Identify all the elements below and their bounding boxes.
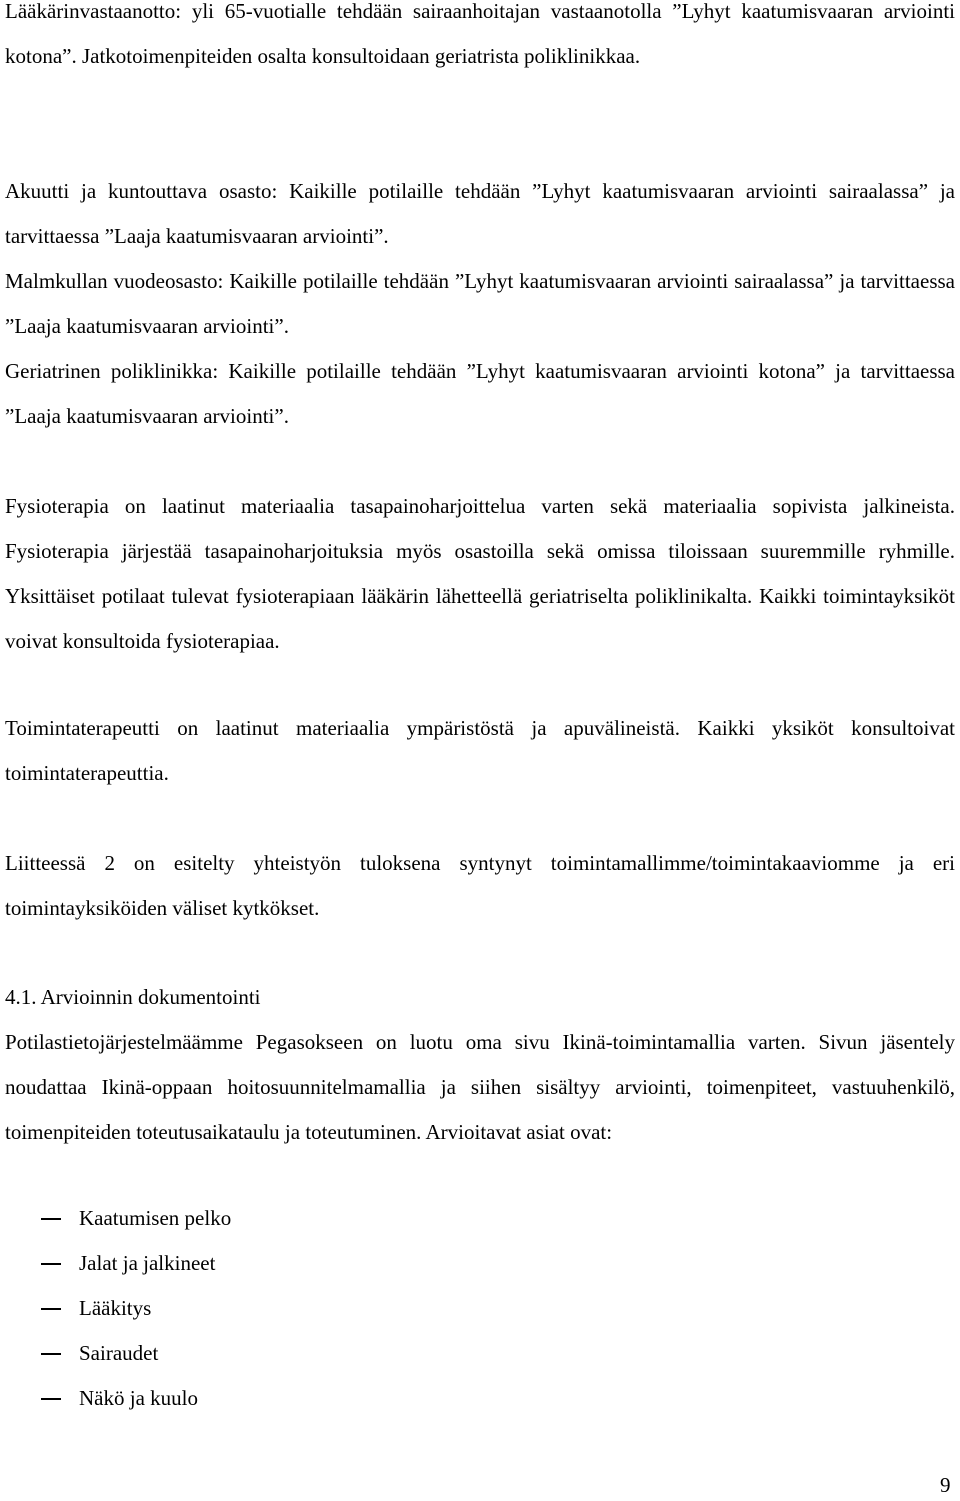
list-item-text: Sairaudet — [79, 1341, 159, 1365]
paragraph-fysioterapia: Fysioterapia on laatinut materiaalia tasapainoharjoittelua varten sekä materiaalia sopivista jalkineista. Fysioterapia järjestää tasapainoharjoituksia myös osastoilla sekä omissa tiloissaan suuremmille ryhmille. Yksittäiset potilaat tulevat fysioterapiaan lääkärin lähetteellä geriatriselta poliklinikalta. Kaikki toimintayksiköt voivat konsultoida fysioterapiaa. — [5, 494, 955, 653]
page-number: 9 — [940, 1473, 951, 1497]
dash-bullet-icon — [41, 1218, 61, 1220]
dash-bullet-icon — [41, 1398, 61, 1400]
paragraph-geriatrinen-poliklinikka: Geriatrinen poliklinikka: Kaikille potilaille tehdään ”Lyhyt kaatumisvaaran arviointi kotona” ja tarvittaessa ”Laaja kaatumisvaaran arviointi”. — [5, 359, 955, 428]
paragraph-liite-2: Liitteessä 2 on esitelty yhteistyön tuloksena syntynyt toimintamallimme/toimintakaaviomme ja eri toimintayksiköiden väliset kytkökset. — [5, 851, 955, 920]
paragraph-malmkullan-vuodeosasto: Malmkullan vuodeosasto: Kaikille potilaille tehdään ”Lyhyt kaatumisvaaran arviointi sairaalassa” ja tarvittaessa ”Laaja kaatumisvaaran arviointi”. — [5, 269, 955, 338]
section-heading: 4.1. Arvioinnin dokumentointi — [5, 985, 261, 1009]
paragraph-akuutti-osasto: Akuutti ja kuntouttava osasto: Kaikille potilaille tehdään ”Lyhyt kaatumisvaaran arviointi sairaalassa” ja tarvittaessa ”Laaja kaatumisvaaran arviointi”. — [5, 179, 955, 248]
paragraph-toimintaterapeutti: Toimintaterapeutti on laatinut materiaalia ympäristöstä ja apuvälineistä. Kaikki yksiköt konsultoivat toimintaterapeuttia. — [5, 716, 955, 785]
list-item-text: Jalat ja jalkineet — [79, 1251, 216, 1275]
paragraph-dokumentointi: Potilastietojärjestelmäämme Pegasokseen on luotu oma sivu Ikinä-toimintamallia varten. Sivun jäsentely noudattaa Ikinä-oppaan hoitosuunnitelmamallia ja siihen sisältyy arviointi, toimenpiteet, vastuuhenkilö, toimenpiteiden toteutusaikataulu ja toteutuminen. Arvioitavat asiat ovat: — [5, 1030, 955, 1144]
list-item-text: Lääkitys — [79, 1296, 152, 1320]
list-item-text: Kaatumisen pelko — [79, 1206, 232, 1230]
paragraph-laakarinvastaanotto: Lääkärinvastaanotto: yli 65-vuotialle tehdään sairaanhoitajan vastaanotolla ”Lyhyt kaatumisvaaran arviointi kotona”. Jatkotoimenpiteiden osalta konsultoidaan geriatrista poliklinikkaa. — [5, 0, 955, 68]
list-item-text: Näkö ja kuulo — [79, 1386, 198, 1410]
dash-bullet-icon — [41, 1263, 61, 1265]
dash-bullet-icon — [41, 1353, 61, 1355]
dash-bullet-icon — [41, 1308, 61, 1310]
